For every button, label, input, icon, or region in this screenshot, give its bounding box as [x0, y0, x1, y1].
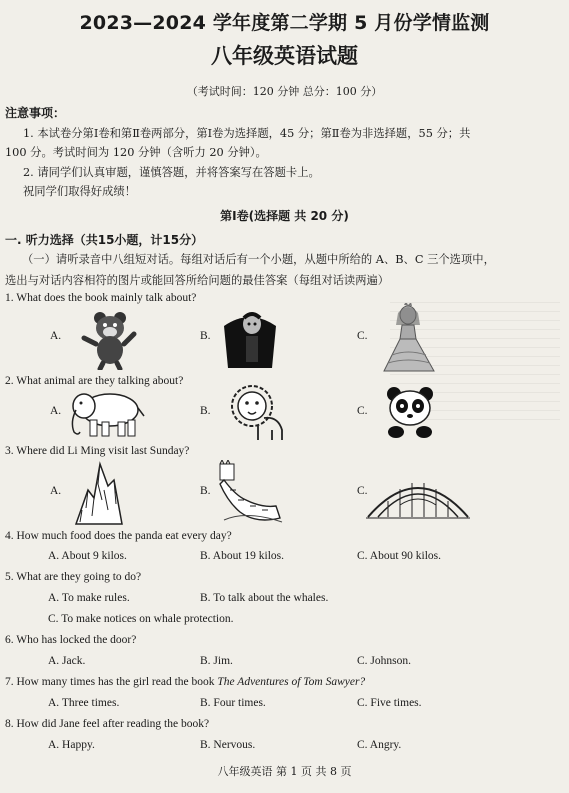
q7-option-c: C. Five times.	[357, 697, 422, 709]
note-wish: 祝同学们取得好成绩！	[23, 185, 136, 198]
note-item-1-cont: 100 分。考试时间为 120 分钟（含听力 20 分钟）。	[5, 146, 267, 159]
question-7-text: 7. How many times has the girl read the book	[5, 676, 218, 688]
question-2: 2. What animal are they talking about?	[5, 375, 184, 387]
q8-option-a: A. Happy.	[48, 739, 95, 751]
q4-option-c: C. About 90 kilos.	[357, 550, 442, 562]
vampire-icon	[220, 306, 280, 370]
q1-option-a: A.	[50, 330, 62, 342]
question-8: 8. How did Jane feel after reading the book?	[5, 718, 210, 730]
q5-option-c: C. To make notices on whale protection.	[48, 613, 234, 625]
q7-option-a: A. Three times.	[48, 697, 120, 709]
question-4: 4. How much food does the panda eat every day?	[5, 530, 232, 542]
instruction-line-1: （一）请听录音中八组短对话。每组对话后有一个小题，从题中所给的 A、B、C 三个选项中，	[22, 253, 495, 266]
q7-option-b: B. Four times.	[200, 697, 266, 709]
question-5: 5. What are they going to do?	[5, 571, 142, 583]
notes-heading: 注意事项：	[5, 106, 66, 120]
q2-option-c: C.	[357, 405, 368, 417]
cartoon-bear-icon	[78, 308, 138, 370]
q5-option-a: A. To make rules.	[48, 592, 130, 604]
q3-option-c: C.	[357, 485, 368, 497]
q8-option-b: B. Nervous.	[200, 739, 256, 751]
note-item-2: 2. 请同学们认真审题，谨慎答题，并将答案写在答题卡上。	[23, 166, 320, 179]
great-wall-icon	[216, 460, 286, 526]
q3-option-b: B.	[200, 485, 211, 497]
q8-option-c: C. Angry.	[357, 739, 402, 751]
exam-subtitle: 八年级英语试题	[211, 44, 358, 68]
q5-option-b: B. To talk about the whales.	[200, 592, 329, 604]
q1-option-c: C.	[357, 330, 368, 342]
question-1: 1. What does the book mainly talk about?	[5, 292, 197, 304]
q2-option-b: B.	[200, 405, 211, 417]
question-3: 3. Where did Li Ming visit last Sunday?	[5, 445, 190, 457]
elephant-icon	[66, 388, 148, 440]
question-6: 6. Who has locked the door?	[5, 634, 137, 646]
q2-option-a: A.	[50, 405, 62, 417]
question-7	[5, 676, 365, 688]
part-heading: 一. 听力选择（共15小题，计15分）	[5, 233, 204, 247]
q4-option-a: A. About 9 kilos.	[48, 550, 127, 562]
page-footer: 八年级英语 第 1 页 共 8 页	[217, 765, 352, 778]
exam-title: 2023—2024 学年度第二学期 5 月份学情监测	[79, 12, 490, 34]
q6-option-a: A. Jack.	[48, 655, 86, 667]
princess-icon	[378, 303, 442, 373]
q3-option-a: A.	[50, 485, 62, 497]
exam-info: （考试时间：120 分钟 总分：100 分）	[186, 85, 383, 98]
question-7-book-title: The Adventures of Tom Sawyer?	[217, 676, 366, 688]
lion-icon	[228, 382, 290, 444]
section-title: 第Ⅰ卷(选择题 共 20 分)	[220, 209, 349, 223]
q1-option-b: B.	[200, 330, 211, 342]
q6-option-c: C. Johnson.	[357, 655, 411, 667]
mountain-icon	[70, 460, 126, 526]
q6-option-b: B. Jim.	[200, 655, 233, 667]
bridge-icon	[366, 465, 470, 521]
q4-option-b: B. About 19 kilos.	[200, 550, 285, 562]
instruction-line-2: 选出与对话内容相符的图片或能回答所给问题的最佳答案（每组对话读两遍）	[5, 274, 390, 287]
note-item-1: 1. 本试卷分第Ⅰ卷和第Ⅱ卷两部分，第Ⅰ卷为选择题，45 分；第Ⅱ卷为非选择题，55 分；共	[23, 127, 471, 140]
panda-icon	[382, 386, 438, 440]
